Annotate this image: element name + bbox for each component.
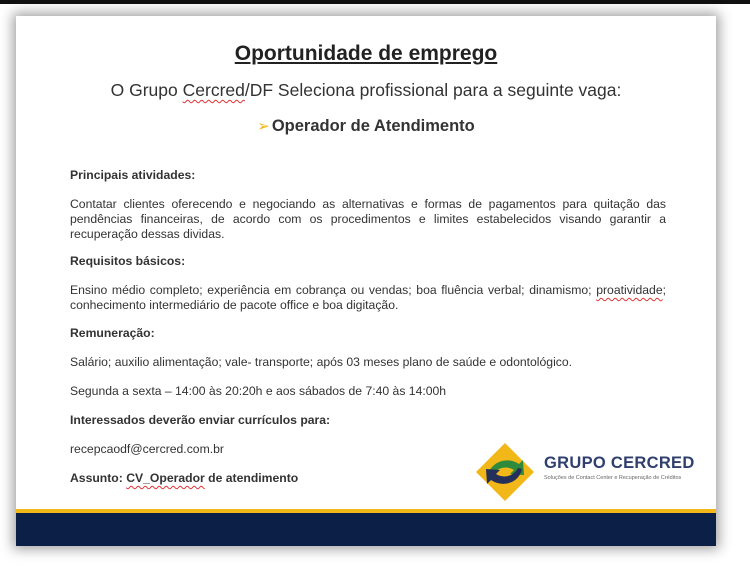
subtitle-suffix: /DF Seleciona profissional para a seguinte vaga: <box>244 80 622 100</box>
requisitos-word: proatividade <box>596 283 663 297</box>
requisitos-text-start: Ensino médio completo; experiência em cobrança ou vendas; boa fluência verbal; dinamismo; <box>70 283 597 297</box>
assunto-code: CV_Operador <box>126 471 205 485</box>
assunto-label: Assunto: <box>70 471 127 485</box>
logo-tagline: Soluções de Contact Center e Recuperação de Créditos <box>544 475 682 481</box>
document-subtitle <box>16 80 716 101</box>
footer-navy-band <box>16 513 716 546</box>
atividades-heading: Principais atividades: <box>70 168 196 182</box>
atividades-text: Contatar clientes oferecendo e negociando as alternativas e formas de pagamentos para quitação das pendências financeiras, de acordo com os procedimentos e limites estabelecidos visando garantir a recuperação dessas dividas. <box>70 197 666 241</box>
job-title-line <box>16 117 716 136</box>
job-flyer <box>16 16 716 546</box>
remuneracao-heading: Remuneração: <box>70 326 155 340</box>
assunto-rest: de atendimento <box>204 471 299 485</box>
company-name: Cercred <box>182 80 245 100</box>
contact-email: recepcaodf@cercred.com.br <box>70 442 224 456</box>
logo-name: GRUPO CERCRED <box>544 454 695 472</box>
remuneracao-text: Salário; auxilio alimentação; vale- transporte; após 03 meses plano de saúde e odontológico. <box>70 355 573 369</box>
requisitos-text-end: ; conhecimento intermediário de pacote office e boa digitação. <box>70 283 666 312</box>
job-title: Operador de Atendimento <box>271 117 475 135</box>
arrow-bullet-icon: ➢ <box>257 118 270 135</box>
requisitos-text <box>70 283 666 313</box>
interessados-heading: Interessados deverão enviar currículos para: <box>70 413 331 427</box>
job-details <box>70 151 666 486</box>
cercred-logo-icon <box>474 441 536 503</box>
company-logo <box>474 441 710 503</box>
subtitle-prefix: O Grupo <box>110 80 183 100</box>
document-title: Oportunidade de emprego <box>234 42 498 65</box>
requisitos-heading: Requisitos básicos: <box>70 254 186 268</box>
horario-text: Segunda a sexta – 14:00 às 20:20h e aos sábados de 7:40 às 14:00h <box>70 384 447 398</box>
top-edge-strip <box>0 0 750 4</box>
